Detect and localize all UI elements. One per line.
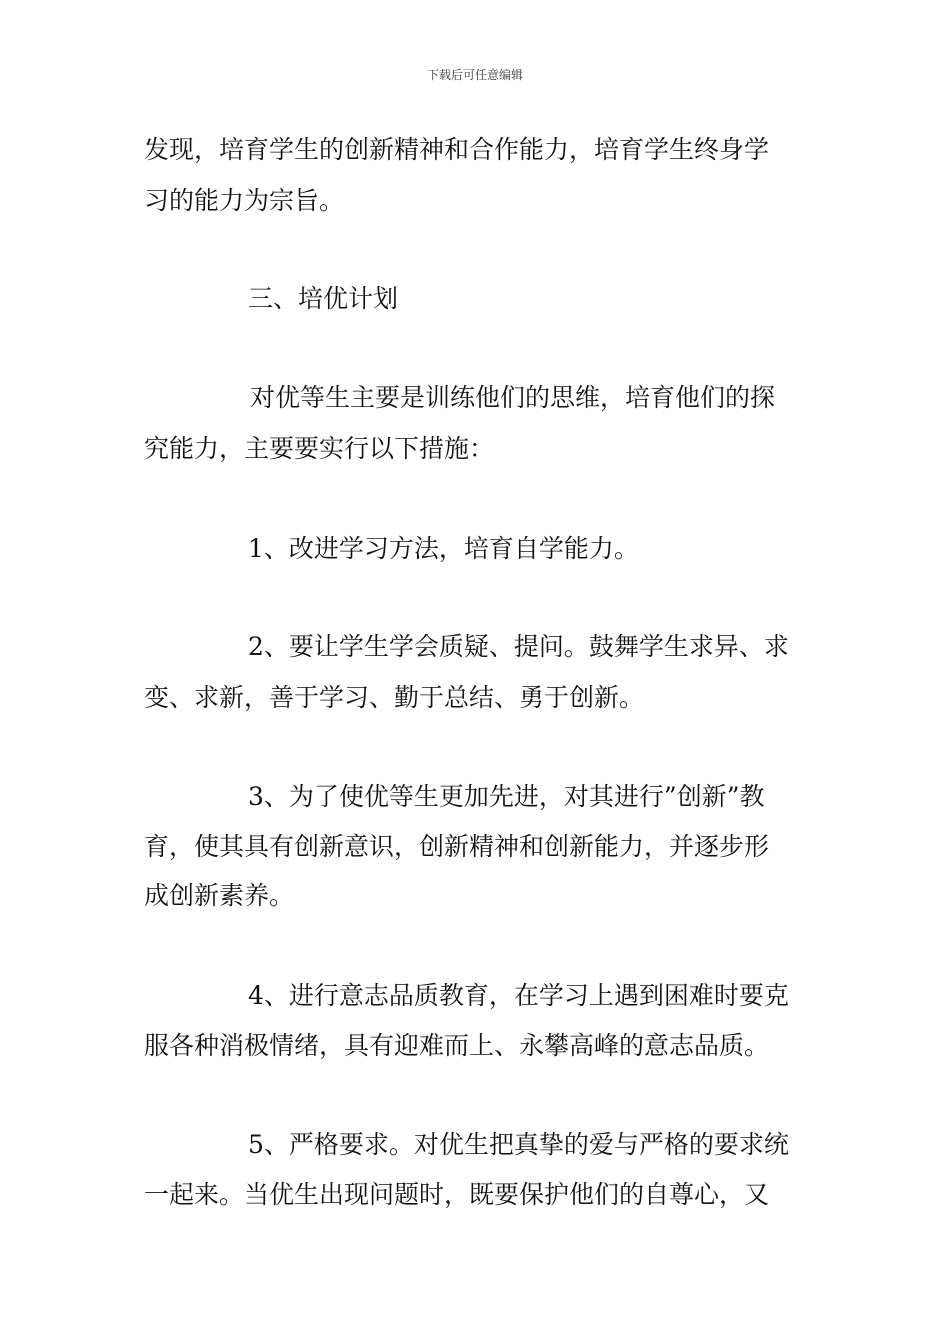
- list-item-4: 4、进行意志品质教育，在学习上遇到困难时要克: [248, 981, 789, 1010]
- text-line: 成创新素养。: [144, 881, 295, 910]
- text-line: 变、求新，善于学习、勤于总结、勇于创新。: [144, 683, 645, 712]
- list-item-3: 3、为了使优等生更加先进，对其进行”创新”教: [248, 782, 765, 811]
- list-item-5: 5、严格要求。对优生把真挚的爱与严格的要求统: [248, 1130, 789, 1159]
- section-heading: 三、培优计划: [248, 284, 399, 313]
- text-line: 服各种消极情绪，具有迎难而上、永攀高峰的意志品质。: [144, 1031, 770, 1060]
- list-item-2: 2、要让学生学会质疑、提问。鼓舞学生求异、求: [248, 632, 789, 661]
- text-line: 对优等生主要是训练他们的思维，培育他们的探: [250, 383, 776, 412]
- text-line: 育，使其具有创新意识，创新精神和创新能力，并逐步形: [144, 832, 770, 861]
- text-line: 习的能力为宗旨。: [144, 186, 345, 215]
- page-header-note: 下载后可任意编辑: [426, 68, 523, 82]
- list-item-1: 1、改进学习方法，培育自学能力。: [248, 534, 639, 563]
- text-line: 发现，培育学生的创新精神和合作能力，培育学生终身学: [144, 135, 770, 164]
- text-line: 一起来。当优生出现问题时，既要保护他们的自尊心，又: [144, 1180, 770, 1209]
- text-line: 究能力，主要要实行以下措施：: [144, 434, 495, 463]
